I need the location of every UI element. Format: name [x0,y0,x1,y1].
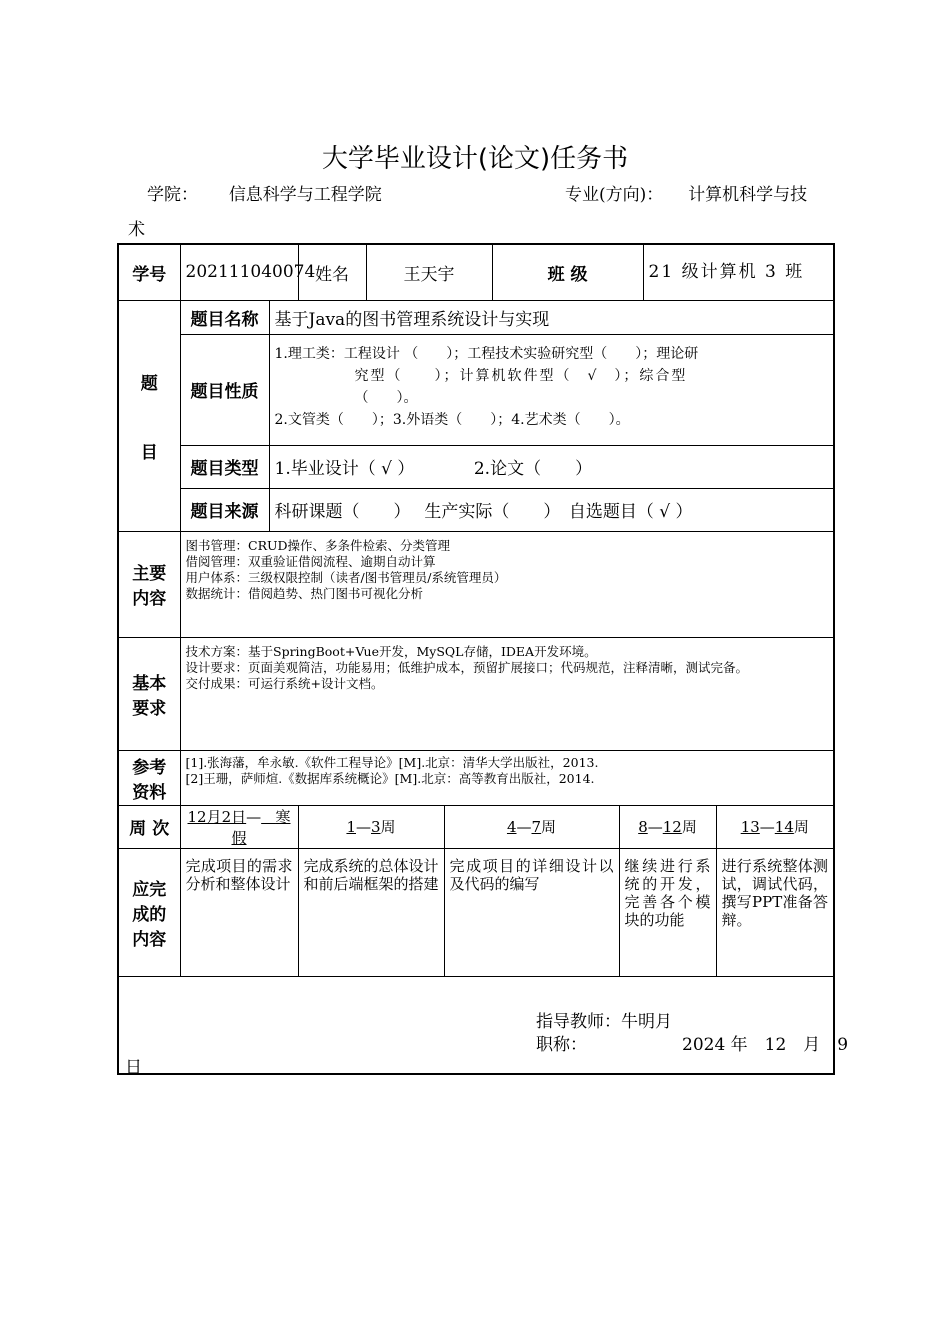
topic-nature-label: 题目性质 [180,334,269,445]
major-label: 专业(方向)： [565,185,664,205]
week-label: 周 次 [118,805,180,848]
signature-date: 2024 年 12 月 9 [682,1034,849,1055]
references-text: [1].张海藩，牟永敏.《软件工程导论》[M].北京：清华大学出版社，2013. [2]王珊，萨师煊.《数据库系统概论》[M].北京：高等教育出版社，2014. [180,750,834,805]
major-value-wrap: 术 [128,220,145,240]
basic-requirements-row [118,637,834,750]
basic-requirements-text: 技术方案：基于SpringBoot+Vue开发，MySQL存储，IDEA开发环境。 设计要求：页面美观简洁，功能易用；低维护成本，预留扩展接口；代码规范，注释清晰，测试完备。 交付成果：可运行系统+设计文档。 [180,637,834,750]
student-id-label: 学号 [118,244,180,300]
week-period-2: 1—3周 [298,805,444,848]
signature-cell [118,976,849,1078]
topic-source-row [118,488,834,531]
week-period-4: 8—12周 [619,805,716,848]
week-period-3: 4—7周 [444,805,619,848]
name-label: 姓名 [298,244,366,300]
document-title: 大学毕业设计(论文)任务书 [321,144,629,174]
signature-row [118,976,834,1074]
college-value: 信息科学与工程学院 [228,185,382,205]
topic-name-row [118,300,834,334]
title-label: 职称： [536,1034,587,1055]
week-period-1: 12月2日— 寒假 [180,805,298,848]
college-label: 学院： [147,185,198,205]
week-header-row [118,805,834,848]
student-id-value: 202111040074 [180,244,298,300]
topic-type-row [118,445,834,488]
topic-type-value: 1.毕业设计（ √ ） 2.论文（ ） [269,445,834,488]
advisor-name: 牛明月 [621,1011,672,1032]
name-value: 王天宇 [366,244,492,300]
topic-section-label: 题 目 [118,300,180,531]
topic-nature-row [118,334,834,445]
task-cell-4: 继续进行系统的开发，完善各个模块的功能 [619,848,716,976]
topic-source-label: 题目来源 [180,488,269,531]
advisor-label: 指导教师： [536,1011,621,1032]
topic-type-label: 题目类型 [180,445,269,488]
topic-name-label: 题目名称 [180,300,269,334]
main-content-label: 主要 内容 [118,531,180,637]
class-value: 21 级计算机 3 班 [643,244,834,300]
task-cell-3: 完成项目的详细设计以及代码的编写 [444,848,619,976]
topic-name-value: 基于Java的图书管理系统设计与实现 [269,300,834,334]
major-value: 计算机科学与技 [688,185,808,205]
signature-date-wrap: 日 [125,1057,142,1078]
task-table [117,243,849,1078]
student-info-row [118,244,834,300]
references-label: 参考 资料 [118,750,180,805]
college-line [147,180,382,205]
week-period-5: 13—14周 [716,805,834,848]
topic-source-value: 科研课题（ ） 生产实际（ ） 自选题目（ √ ） [269,488,834,531]
tasks-label: 应完 成的 内容 [118,848,180,976]
task-cell-2: 完成系统的总体设计和前后端框架的搭建 [298,848,444,976]
class-label: 班 级 [492,244,643,300]
basic-requirements-label: 基本 要求 [118,637,180,750]
major-line [565,180,807,205]
task-cell-5: 进行系统整体测试，调试代码，撰写PPT准备答辩。 [716,848,834,976]
main-content-row [118,531,834,637]
advisor-line [536,1007,672,1032]
tasks-row [118,848,834,976]
main-content-text: 图书管理：CRUD操作、多条件检索、分类管理 借阅管理：双重验证借阅流程、逾期自动计算 用户体系：三级权限控制（读者/图书管理员/系统管理员） 数据统计：借阅趋势、热门图书可视化分析 [180,531,834,637]
task-cell-1: 完成项目的需求分析和整体设计 [180,848,298,976]
topic-nature-value: 1.理工类：工程设计 （ ）；工程技术实验研究型（ ）；理论研 究型（ ）；计算机软件型（ √ ）；综合型 （ ）。 2.文管类（ ）；3.外语类（ ）；4.艺术类（ ）。 [269,334,834,445]
references-row [118,750,834,805]
